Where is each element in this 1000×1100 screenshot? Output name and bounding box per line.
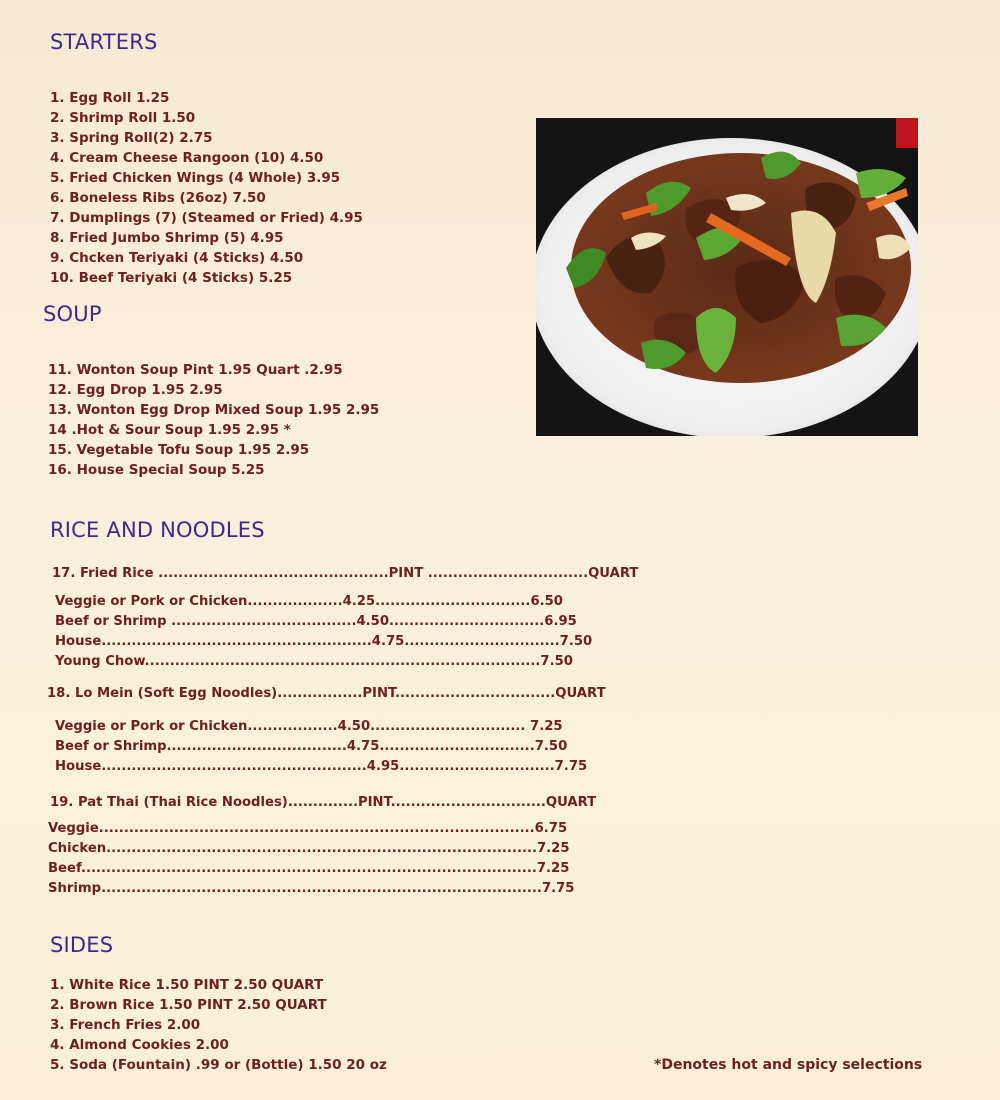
list-item: 3. French Fries 2.00 [50, 1017, 201, 1033]
sides-list [50, 975, 387, 1075]
table-row: Shrimp........................................................................................7.75 [48, 881, 575, 896]
list-item: 13. Wonton Egg Drop Mixed Soup 1.95 2.95 [48, 402, 380, 418]
list-item: 6. Boneless Ribs (26oz) 7.50 [50, 190, 266, 206]
pat-thai-list [48, 819, 574, 899]
list-item: 15. Vegetable Tofu Soup 1.95 2.95 [48, 442, 310, 458]
lo-mein-list [55, 717, 587, 777]
food-photo [536, 118, 918, 436]
table-row: Beef...........................................................................................7.25 [48, 861, 570, 876]
rice-noodles-heading: RICE AND NOODLES [50, 518, 265, 542]
table-row: Veggie.......................................................................................6.75 [48, 821, 568, 836]
spicy-footnote: *Denotes hot and spicy selections [654, 1057, 923, 1073]
list-item: 5. Fried Chicken Wings (4 Whole) 3.95 [50, 170, 341, 186]
soup-heading: SOUP [43, 302, 102, 326]
lo-mein-header: 18. Lo Mein (Soft Egg Noodles).................PINT................................QUART [47, 686, 606, 701]
list-item: 16. House Special Soup 5.25 [48, 462, 265, 478]
table-row: House.....................................................4.95...............................7.75 [55, 759, 588, 774]
list-item: 1. Egg Roll 1.25 [50, 90, 170, 106]
table-row: Veggie or Pork or Chicken..................4.50............................... 7.25 [55, 719, 563, 734]
list-item: 1. White Rice 1.50 PINT 2.50 QUART [50, 977, 324, 993]
soup-list [48, 360, 379, 480]
list-item: 11. Wonton Soup Pint 1.95 Quart .2.95 [48, 362, 343, 378]
fried-rice-list [55, 592, 592, 672]
list-item: 4. Cream Cheese Rangoon (10) 4.50 [50, 150, 324, 166]
sides-heading: SIDES [50, 933, 114, 957]
list-item: 12. Egg Drop 1.95 2.95 [48, 382, 223, 398]
stir-fry-dish-image [536, 118, 918, 436]
list-item: 2. Shrimp Roll 1.50 [50, 110, 196, 126]
list-item: 8. Fried Jumbo Shrimp (5) 4.95 [50, 230, 284, 246]
starters-heading: STARTERS [50, 30, 158, 54]
list-item: 10. Beef Teriyaki (4 Sticks) 5.25 [50, 270, 293, 286]
table-row: House......................................................4.75...............................7.50 [55, 634, 593, 649]
table-row: Young Chow...............................................................................7.50 [55, 654, 573, 669]
fried-rice-header: 17. Fried Rice ..............................................PINT ................................QUART [52, 566, 639, 581]
list-item: 5. Soda (Fountain) .99 or (Bottle) 1.50 20 oz [50, 1057, 387, 1073]
list-item: 14 .Hot & Sour Soup 1.95 2.95 * [48, 422, 291, 438]
table-row: Beef or Shrimp....................................4.75...............................7.50 [55, 739, 568, 754]
pat-thai-header: 19. Pat Thai (Thai Rice Noodles)..............PINT...............................QUART [50, 795, 597, 810]
starters-list [50, 88, 363, 288]
table-row: Veggie or Pork or Chicken...................4.25...............................6.50 [55, 594, 563, 609]
list-item: 9. Chcken Teriyaki (4 Sticks) 4.50 [50, 250, 304, 266]
list-item: 3. Spring Roll(2) 2.75 [50, 130, 213, 146]
list-item: 2. Brown Rice 1.50 PINT 2.50 QUART [50, 997, 327, 1013]
list-item: 4. Almond Cookies 2.00 [50, 1037, 229, 1053]
list-item: 7. Dumplings (7) (Steamed or Fried) 4.95 [50, 210, 363, 226]
table-row: Beef or Shrimp .....................................4.50...............................6.95 [55, 614, 577, 629]
table-row: Chicken......................................................................................7.25 [48, 841, 570, 856]
